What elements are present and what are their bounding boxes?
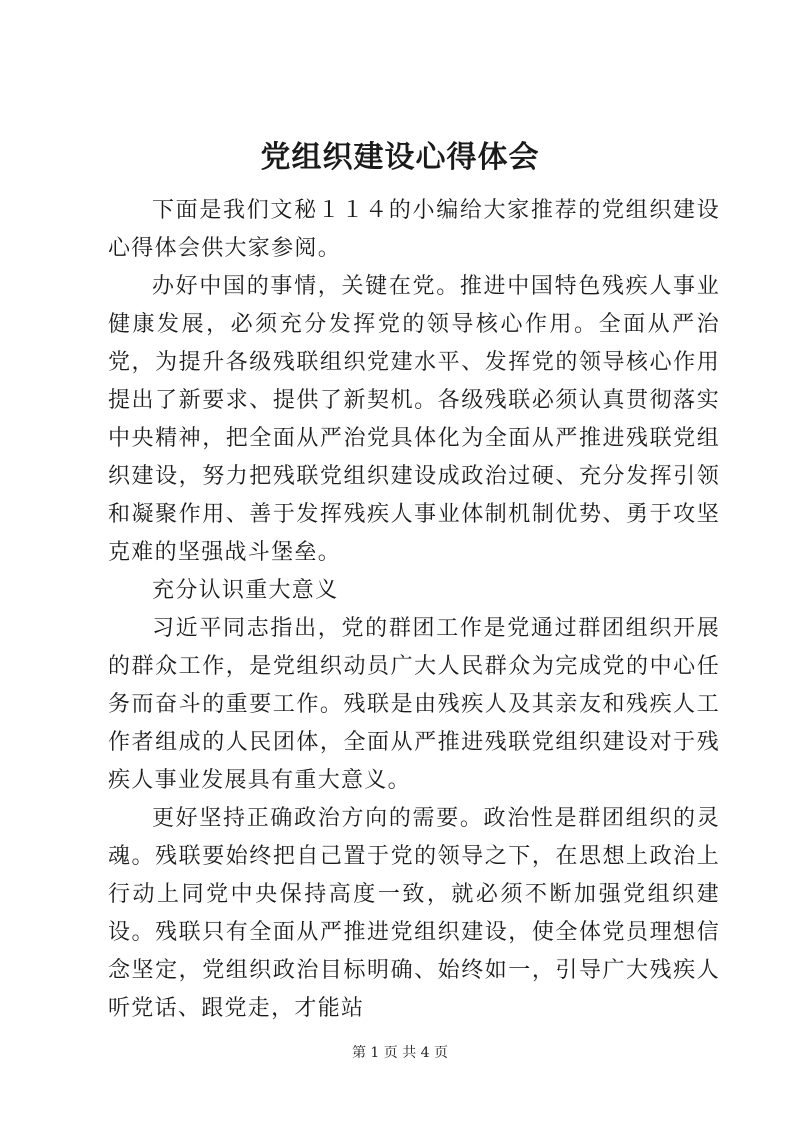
page-footer: 第 1 页 共 4 页	[351, 1045, 449, 1061]
paragraph-party-leadership: 办好中国的事情，关键在党。推进中国特色残疾人事业健康发展，必须充分发挥党的领导核心作用。全面从严治党，为提升各级残联组织党建水平、发挥党的领导核心作用提出了新要求、提供了新契机。各级残联必须认真贯彻落实中央精神，把全面从严治党具体化为全面从严推进残联党组织建设，努力把残联党组织建设成政治过硬、充分发挥引领和凝聚作用、善于发挥残疾人事业体制机制优势、勇于攻坚克难的坚强战斗堡垒。	[108, 274, 720, 565]
page-title: 党组织建设心得体会	[260, 140, 540, 175]
document-body	[108, 192, 720, 1028]
paragraph-significance: 习近平同志指出，党的群团工作是党通过群团组织开展的群众工作，是党组织动员广大人民群众为完成党的中心任务而奋斗的重要工作。残联是由残疾人及其亲友和残疾人工作者组成的人民团体，全面从严推进残联党组织建设对于残疾人事业发展具有重大意义。	[108, 616, 720, 793]
paragraph-intro: 下面是我们文秘１１４的小编给大家推荐的党组织建设心得体会供大家参阅。	[108, 198, 720, 261]
section-heading: 充分认识重大意义	[152, 578, 339, 603]
paragraph-political-direction: 更好坚持正确政治方向的需要。政治性是群团组织的灵魂。残联要始终把自己置于党的领导之下，在思想上政治上行动上同党中央保持高度一致，就必须不断加强党组织建设。残联只有全面从严推进党组织建设，使全体党员理想信念坚定，党组织政治目标明确、始终如一，引导广大残疾人听党话、跟党走，才能站	[108, 806, 720, 1021]
